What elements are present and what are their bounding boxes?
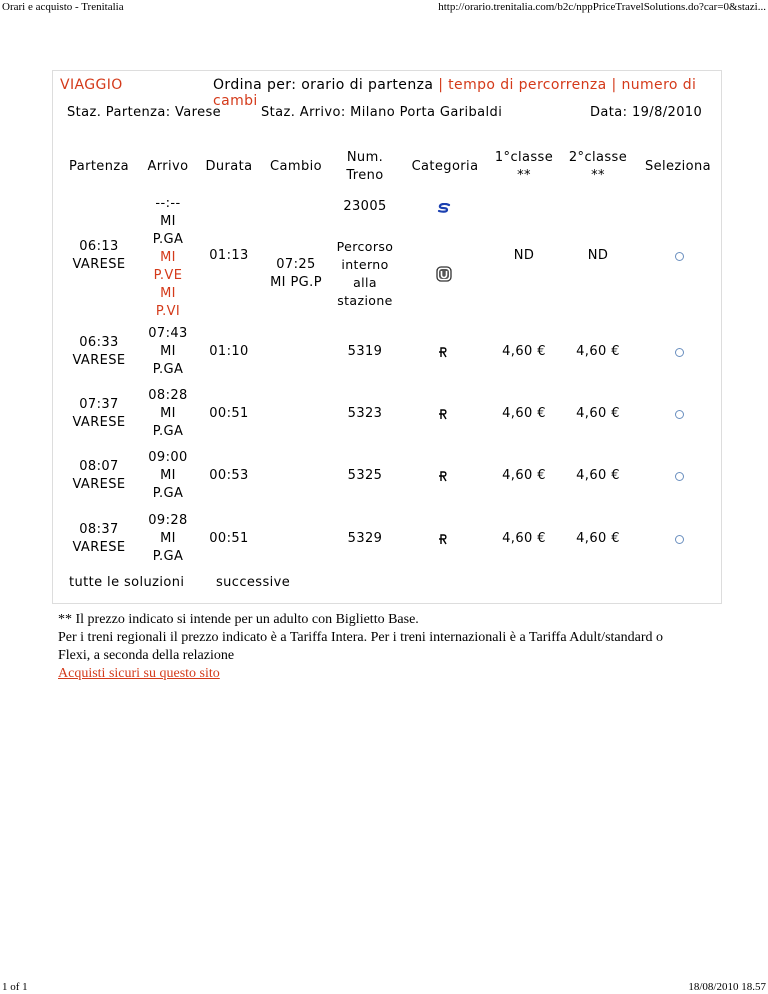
sort-orario: orario di partenza [301,77,434,93]
arrival-station: Staz. Arrivo: Milano Porta Garibaldi [261,105,503,120]
select-radio[interactable] [675,410,684,419]
duration-cell: 01:10 [209,344,249,359]
price-second-class: 4,60 € [576,344,620,359]
price-first-class: 4,60 € [502,406,546,421]
price-first-class: 4,60 € [502,344,546,359]
arrival-cell: 09:00 MI P.GA [148,450,188,501]
print-footer [0,980,768,994]
page-counter: 1 of 1 [2,981,28,993]
duration-cell: 00:51 [209,406,249,421]
travel-date: Data: 19/8/2010 [590,105,703,120]
col-categoria: Categoria [411,159,479,174]
arrival-cell: 09:28 MI P.GA [148,513,188,564]
price-first-class: ND [513,248,535,263]
regionale-r-icon [438,471,448,486]
col-durata: Durata [205,159,253,174]
departure-cell: 07:37 VARESE [72,397,126,430]
col-seleziona: Seleziona [644,159,712,174]
all-solutions-link[interactable]: tutte le soluzioni [69,575,185,590]
page-url: http://orario.trenitalia.com/b2c/nppPriceTravelSolutions.do?car=0&stazi... [438,1,766,13]
next-solutions-link[interactable]: successive [216,575,291,590]
train-number-cell: 5323 [347,406,383,421]
page-title: Orari e acquisto - Trenitalia [2,1,124,13]
col-partenza: Partenza [69,159,129,174]
train-number-cell: 5329 [347,531,383,546]
departure-cell: 06:33 VARESE [72,335,126,368]
change-cell: 07:25 MI PG.P [270,257,322,290]
departure-cell: 06:13 VARESE [72,239,126,272]
print-header [0,0,768,14]
arrival-cell: --:-- MI P.GA MI P.VE MI P.VI [152,196,184,319]
train-number-cell: 23005 [343,199,387,214]
col-arrivo: Arrivo [147,159,189,174]
note-line: Flexi, a seconda della relazione [58,648,235,663]
select-radio[interactable] [675,348,684,357]
regionale-r-icon [438,534,448,549]
train-transfer-note: Percorso interno alla stazione [336,239,394,308]
s-train-icon [436,202,452,217]
duration-cell: 01:13 [209,248,249,263]
price-second-class: 4,60 € [576,406,620,421]
price-second-class: ND [587,248,609,263]
select-radio[interactable] [675,252,684,261]
arrival-cell: 07:43 MI P.GA [148,326,188,377]
select-radio[interactable] [675,535,684,544]
print-datetime: 18/08/2010 18.57 [688,981,766,993]
price-first-class: 4,60 € [502,531,546,546]
departure-cell: 08:37 VARESE [72,522,126,555]
secure-purchase-link[interactable]: Acquisti sicuri su questo sito [58,666,220,681]
col-classe2: 2°classe ** [568,150,628,183]
arrival-cell: 08:28 MI P.GA [148,388,188,439]
price-notes [58,611,718,683]
sort-tempo-link[interactable]: tempo di percorrenza [448,77,607,93]
sort-label: Ordina per: [213,77,297,93]
train-number-cell: 5319 [347,344,383,359]
departure-station: Staz. Partenza: Varese [67,105,222,120]
duration-cell: 00:53 [209,468,249,483]
results-panel [52,70,722,604]
price-second-class: 4,60 € [576,468,620,483]
col-num-treno: Num. Treno [346,150,384,183]
departure-cell: 08:07 VARESE [72,459,126,492]
train-number-cell: 5325 [347,468,383,483]
col-cambio: Cambio [270,159,322,174]
note-line: Per i treni regionali il prezzo indicato è a Tariffa Intera. Per i treni internazionali è a Tariffa Adult/standard o [58,630,663,645]
regionale-r-icon [438,409,448,424]
viaggio-title: VIAGGIO [60,77,123,93]
col-classe1: 1°classe ** [494,150,554,183]
regionale-r-icon [438,347,448,362]
select-radio[interactable] [675,472,684,481]
duration-cell: 00:51 [209,531,249,546]
urban-u-icon [436,266,452,286]
price-first-class: 4,60 € [502,468,546,483]
sort-separator: | [438,77,444,93]
sort-separator: | [611,77,617,93]
sort-cambi-link[interactable]: numero di cambi [213,77,697,109]
note-line: ** Il prezzo indicato si intende per un adulto con Biglietto Base. [58,612,419,627]
price-second-class: 4,60 € [576,531,620,546]
